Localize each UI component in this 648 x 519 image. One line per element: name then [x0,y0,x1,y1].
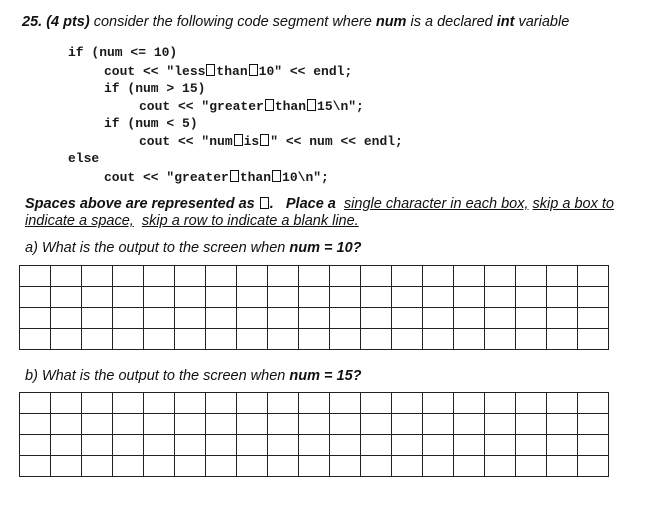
answer-cell[interactable] [51,287,82,308]
answer-cell[interactable] [237,287,268,308]
answer-cell[interactable] [51,266,82,287]
answer-cell[interactable] [392,266,423,287]
answer-cell[interactable] [175,266,206,287]
answer-grid-a[interactable] [19,265,609,350]
answer-cell[interactable] [330,308,361,329]
answer-cell[interactable] [330,414,361,435]
answer-cell[interactable] [547,393,578,414]
answer-cell[interactable] [516,456,547,477]
answer-cell[interactable] [268,393,299,414]
answer-cell[interactable] [82,287,113,308]
code-fragment: than [274,99,307,114]
part-a-label: a) What is the output to the screen when [25,240,290,256]
answer-cell[interactable] [268,456,299,477]
answer-cell[interactable] [206,435,237,456]
answer-cell[interactable] [547,329,578,350]
answer-cell[interactable] [299,287,330,308]
answer-cell[interactable] [237,266,268,287]
answer-cell[interactable] [268,414,299,435]
answer-cell[interactable] [268,266,299,287]
code-fragment: than [216,64,248,79]
answer-cell[interactable] [175,456,206,477]
code-fragment: than [239,170,272,185]
answer-cell[interactable] [51,414,82,435]
answer-cell[interactable] [144,329,175,350]
answer-cell[interactable] [299,414,330,435]
code-line-1: if (num <= 10) [68,45,178,60]
instructions-text: single character in each box, [343,196,529,212]
part-b-value: = 15? [319,368,362,384]
question-var-num: num [375,14,407,30]
grid-row [20,287,609,308]
answer-cell[interactable] [82,308,113,329]
answer-cell[interactable] [516,393,547,414]
answer-cell[interactable] [454,266,485,287]
answer-cell[interactable] [392,456,423,477]
answer-cell[interactable] [299,308,330,329]
answer-cell[interactable] [392,393,423,414]
question-points: (4 pts) [46,14,90,30]
answer-cell[interactable] [361,287,392,308]
answer-cell[interactable] [547,266,578,287]
answer-cell[interactable] [423,456,454,477]
answer-cell[interactable] [82,414,113,435]
answer-cell[interactable] [423,266,454,287]
answer-cell[interactable] [82,266,113,287]
answer-cell[interactable] [299,266,330,287]
answer-cell[interactable] [237,414,268,435]
answer-cell[interactable] [485,393,516,414]
code-line-6 [139,134,403,149]
instructions-line-1 [25,196,614,212]
part-b-question [25,368,362,384]
answer-cell[interactable] [423,329,454,350]
answer-cell[interactable] [82,393,113,414]
answer-cell[interactable] [361,393,392,414]
answer-cell[interactable] [299,329,330,350]
answer-cell[interactable] [516,287,547,308]
answer-cell[interactable] [144,456,175,477]
answer-cell[interactable] [423,393,454,414]
answer-cell[interactable] [423,308,454,329]
answer-grid-b[interactable] [19,392,609,477]
question-text-c: variable [514,14,570,30]
instructions-text: Spaces above are represented as [25,196,259,212]
answer-cell[interactable] [268,329,299,350]
answer-cell[interactable] [237,308,268,329]
answer-cell[interactable] [423,435,454,456]
answer-cell[interactable] [578,435,609,456]
code-fragment: 15\n"; [317,99,364,114]
answer-cell[interactable] [330,329,361,350]
part-b-label: b) What is the output to the screen when [25,368,290,384]
instructions-line-2 [25,213,359,229]
answer-cell[interactable] [361,414,392,435]
answer-cell[interactable] [113,393,144,414]
answer-cell[interactable] [454,393,485,414]
answer-cell[interactable] [330,456,361,477]
answer-cell[interactable] [20,308,51,329]
answer-cell[interactable] [175,435,206,456]
answer-cell[interactable] [330,287,361,308]
answer-cell[interactable] [20,456,51,477]
answer-cell[interactable] [547,308,578,329]
answer-cell[interactable] [51,435,82,456]
question-header [22,14,569,30]
answer-cell[interactable] [82,329,113,350]
answer-cell[interactable] [454,287,485,308]
answer-cell[interactable] [113,308,144,329]
answer-cell[interactable] [206,308,237,329]
code-fragment: cout << "greater [104,170,229,185]
answer-cell[interactable] [237,435,268,456]
answer-cell[interactable] [361,456,392,477]
answer-cell[interactable] [454,456,485,477]
answer-cell[interactable] [113,266,144,287]
answer-cell[interactable] [392,414,423,435]
code-fragment: is [243,134,260,149]
code-fragment: cout << "num [139,134,233,149]
part-b-var: num [289,368,320,384]
space-box-icon [249,64,258,76]
answer-cell[interactable] [113,456,144,477]
answer-cell[interactable] [578,456,609,477]
answer-cell[interactable] [268,287,299,308]
code-fragment: " << num << endl; [270,134,403,149]
code-line-4 [139,99,364,114]
instructions-text: . [269,196,274,212]
answer-cell[interactable] [485,308,516,329]
answer-cell[interactable] [82,456,113,477]
answer-cell[interactable] [485,435,516,456]
answer-cell[interactable] [206,266,237,287]
answer-cell[interactable] [454,414,485,435]
answer-cell[interactable] [361,435,392,456]
answer-cell[interactable] [578,393,609,414]
answer-cell[interactable] [144,414,175,435]
space-box-icon [307,99,316,111]
space-box-icon [272,170,281,182]
answer-cell[interactable] [547,456,578,477]
answer-cell[interactable] [175,393,206,414]
answer-cell[interactable] [237,329,268,350]
part-a-var: num [289,240,320,256]
answer-cell[interactable] [206,414,237,435]
answer-cell[interactable] [454,435,485,456]
answer-cell[interactable] [423,287,454,308]
question-number: 25. [22,14,43,30]
answer-cell[interactable] [454,329,485,350]
grid-row [20,308,609,329]
answer-cell[interactable] [20,414,51,435]
grid-row [20,329,609,350]
answer-cell[interactable] [144,393,175,414]
answer-cell[interactable] [237,393,268,414]
answer-cell[interactable] [392,435,423,456]
answer-cell[interactable] [20,266,51,287]
answer-cell[interactable] [299,456,330,477]
answer-cell[interactable] [361,308,392,329]
code-line-5: if (num < 5) [104,116,198,131]
answer-cell[interactable] [485,287,516,308]
answer-cell[interactable] [113,435,144,456]
answer-cell[interactable] [392,329,423,350]
answer-cell[interactable] [392,287,423,308]
answer-cell[interactable] [330,266,361,287]
code-fragment: cout << "greater [139,99,264,114]
answer-cell[interactable] [237,456,268,477]
answer-cell[interactable] [578,266,609,287]
answer-cell[interactable] [330,393,361,414]
instructions-text: indicate a space, [25,213,134,229]
answer-cell[interactable] [485,266,516,287]
answer-cell[interactable] [175,414,206,435]
answer-cell[interactable] [82,435,113,456]
answer-cell[interactable] [175,308,206,329]
answer-cell[interactable] [51,329,82,350]
instructions-text: skip a box to [532,196,614,212]
part-a-value: = 10? [319,240,362,256]
space-box-icon [265,99,274,111]
answer-cell[interactable] [144,435,175,456]
code-fragment: 10\n"; [282,170,329,185]
answer-cell[interactable] [51,393,82,414]
answer-cell[interactable] [144,308,175,329]
code-line-7: else [68,151,100,166]
instructions-text: skip a row to indicate a blank line. [141,213,359,229]
code-fragment: 10" << endl; [258,64,353,79]
answer-cell[interactable] [361,266,392,287]
answer-cell[interactable] [299,435,330,456]
answer-cell[interactable] [578,287,609,308]
question-text-a: consider the following code segment where [89,14,376,30]
answer-cell[interactable] [299,393,330,414]
answer-cell[interactable] [454,308,485,329]
answer-cell[interactable] [206,393,237,414]
answer-cell[interactable] [485,414,516,435]
answer-cell[interactable] [51,456,82,477]
code-fragment: cout << "less [104,64,206,79]
grid-row [20,414,609,435]
question-text-b: is a declared [406,14,497,30]
code-line-8 [104,170,329,185]
answer-cell[interactable] [20,287,51,308]
answer-cell[interactable] [392,308,423,329]
answer-cell[interactable] [206,456,237,477]
answer-cell[interactable] [206,329,237,350]
grid-row [20,435,609,456]
answer-cell[interactable] [578,329,609,350]
space-box-icon [234,134,243,146]
answer-cell[interactable] [578,308,609,329]
answer-cell[interactable] [51,308,82,329]
answer-cell[interactable] [516,414,547,435]
answer-cell[interactable] [516,308,547,329]
answer-cell[interactable] [175,287,206,308]
answer-cell[interactable] [516,329,547,350]
answer-cell[interactable] [547,435,578,456]
answer-cell[interactable] [144,266,175,287]
answer-cell[interactable] [20,329,51,350]
grid-row [20,456,609,477]
space-box-icon [260,134,269,146]
part-a-question [25,240,362,256]
instructions-text: Place a [273,196,340,212]
answer-cell[interactable] [516,266,547,287]
answer-cell[interactable] [175,329,206,350]
code-line-3: if (num > 15) [104,81,206,96]
space-box-icon [260,197,269,209]
answer-cell[interactable] [516,435,547,456]
answer-cell[interactable] [206,287,237,308]
grid-row [20,393,609,414]
answer-cell[interactable] [485,329,516,350]
question-type-int: int [496,14,515,30]
answer-cell[interactable] [144,287,175,308]
answer-cell[interactable] [330,435,361,456]
answer-cell[interactable] [423,414,454,435]
answer-cell[interactable] [20,393,51,414]
grid-row [20,266,609,287]
space-box-icon [230,170,239,182]
space-box-icon [206,64,215,76]
answer-cell[interactable] [113,329,144,350]
answer-cell[interactable] [547,414,578,435]
answer-cell[interactable] [578,414,609,435]
answer-cell[interactable] [547,287,578,308]
code-line-2 [104,64,352,79]
answer-cell[interactable] [20,435,51,456]
answer-cell[interactable] [268,308,299,329]
answer-cell[interactable] [268,435,299,456]
answer-cell[interactable] [361,329,392,350]
answer-cell[interactable] [113,287,144,308]
answer-cell[interactable] [485,456,516,477]
answer-cell[interactable] [113,414,144,435]
